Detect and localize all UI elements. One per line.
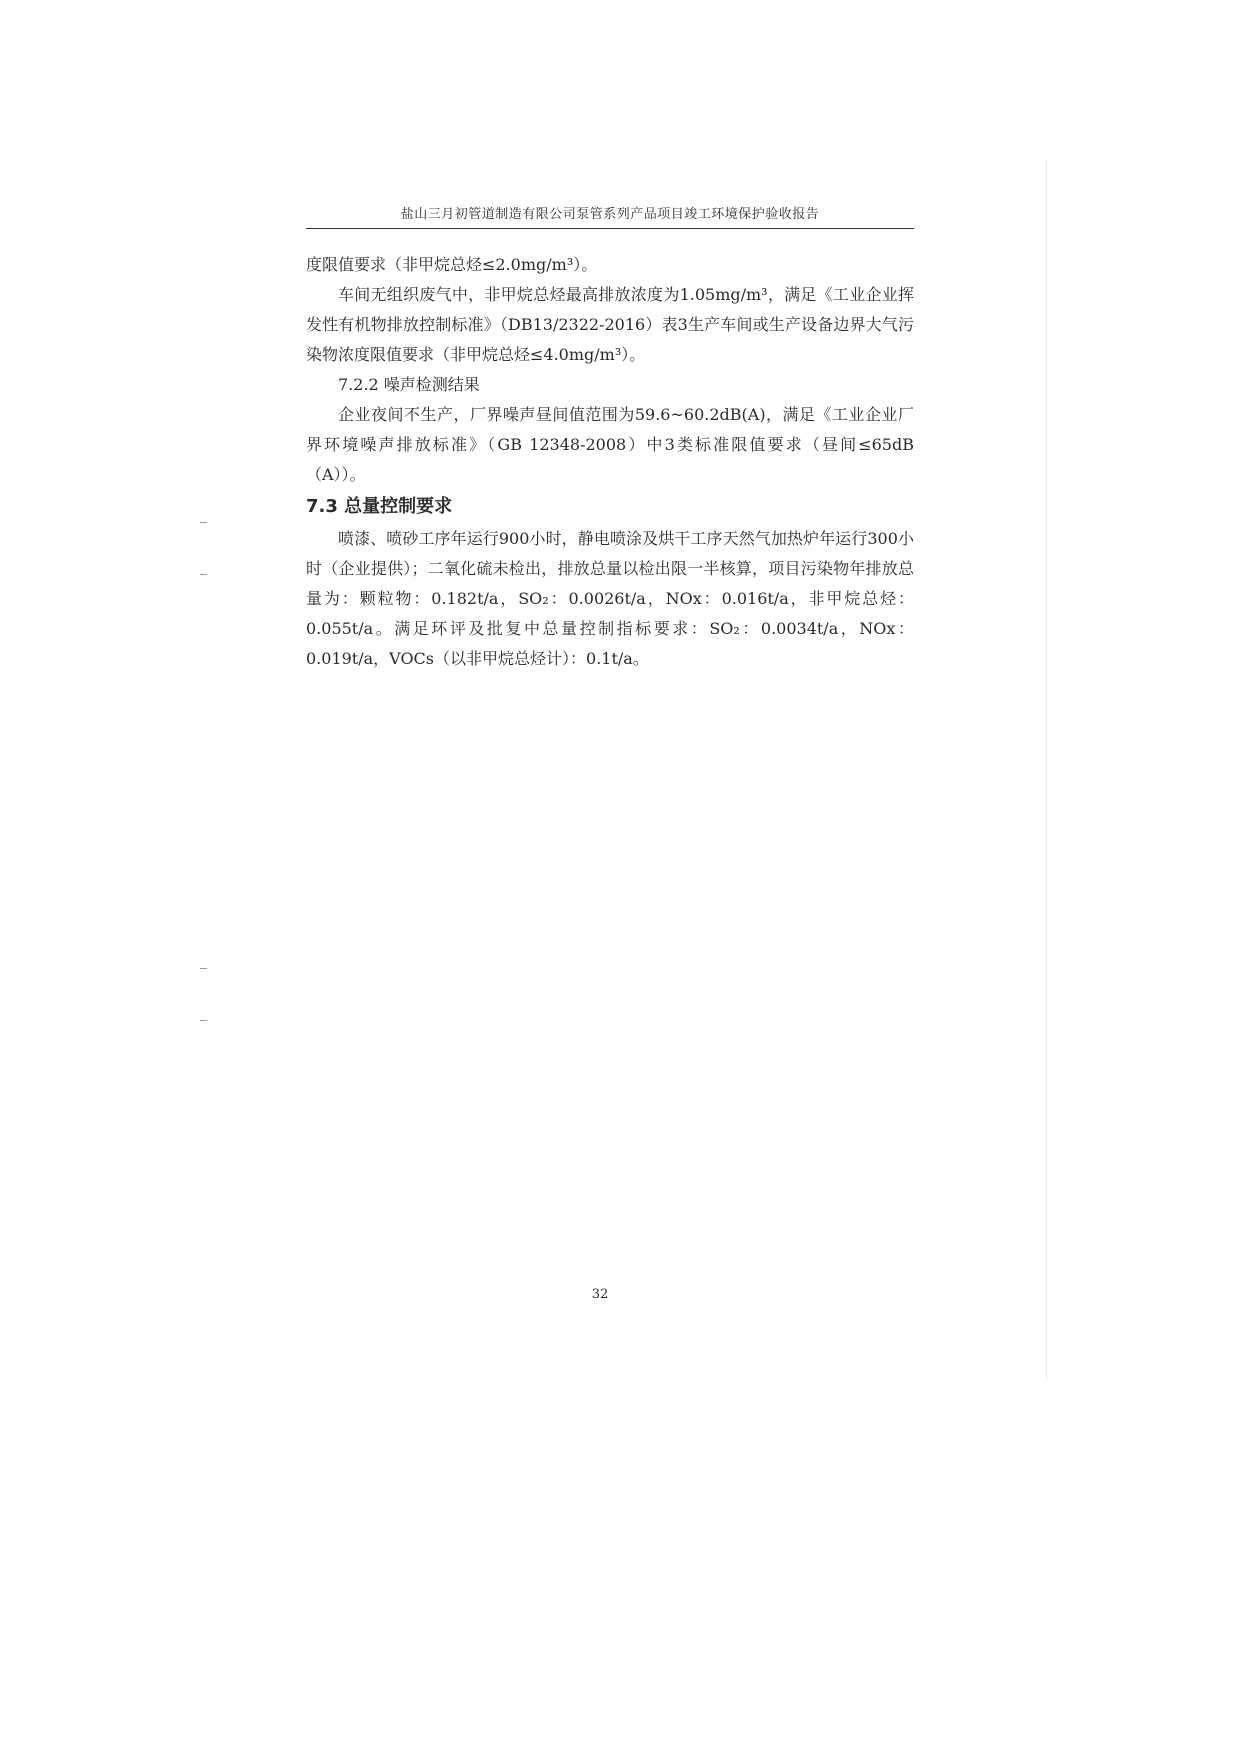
document-body <box>306 250 914 674</box>
page-number: 32 <box>591 1287 609 1302</box>
paragraph-emission-limit: 度限值要求（非甲烷总烃≤2.0mg/m³）。 <box>306 255 598 274</box>
paragraph-fugitive-emission: 车间无组织废气中，非甲烷总烃最高排放浓度为1.05mg/m³，满足《工业企业挥发性有机物排放控制标准》（DB13/2322-2016）表3生产车间或生产设备边界大气污染物浓度限值要求（非甲烷总烃≤4.0mg/m³）。 <box>306 285 914 364</box>
margin-mark <box>200 522 207 523</box>
section-heading-total-control: 7.3 总量控制要求 <box>306 496 453 517</box>
subsection-heading-noise: 7.2.2 噪声检测结果 <box>338 375 480 394</box>
page-edge-shadow <box>1046 160 1047 1380</box>
margin-mark <box>200 968 207 969</box>
margin-mark <box>200 1020 207 1021</box>
margin-mark <box>200 574 207 575</box>
paragraph-total-emission: 喷漆、喷砂工序年运行900小时，静电喷涂及烘干工序天然气加热炉年运行300小时（企业提供）；二氧化硫未检出，排放总量以检出限一半核算，项目污染物年排放总量为：颗粒物：0.182t/a，SO₂：0.0026t/a，NOx：0.016t/a，非甲烷总烃：0.055t/a。满足环评及批复中总量控制指标要求：SO₂：0.0034t/a，NOx：0.019t/a，VOCs（以非甲烷总烃计）：0.1t/a。 <box>306 529 914 668</box>
running-header: 盐山三月初管道制造有限公司泵管系列产品项目竣工环境保护验收报告 <box>306 204 914 229</box>
paragraph-noise-result: 企业夜间不生产，厂界噪声昼间值范围为59.6~60.2dB(A)，满足《工业企业厂界环境噪声排放标准》（GB 12348-2008）中3类标准限值要求（昼间≤65dB（A））。 <box>306 405 914 484</box>
